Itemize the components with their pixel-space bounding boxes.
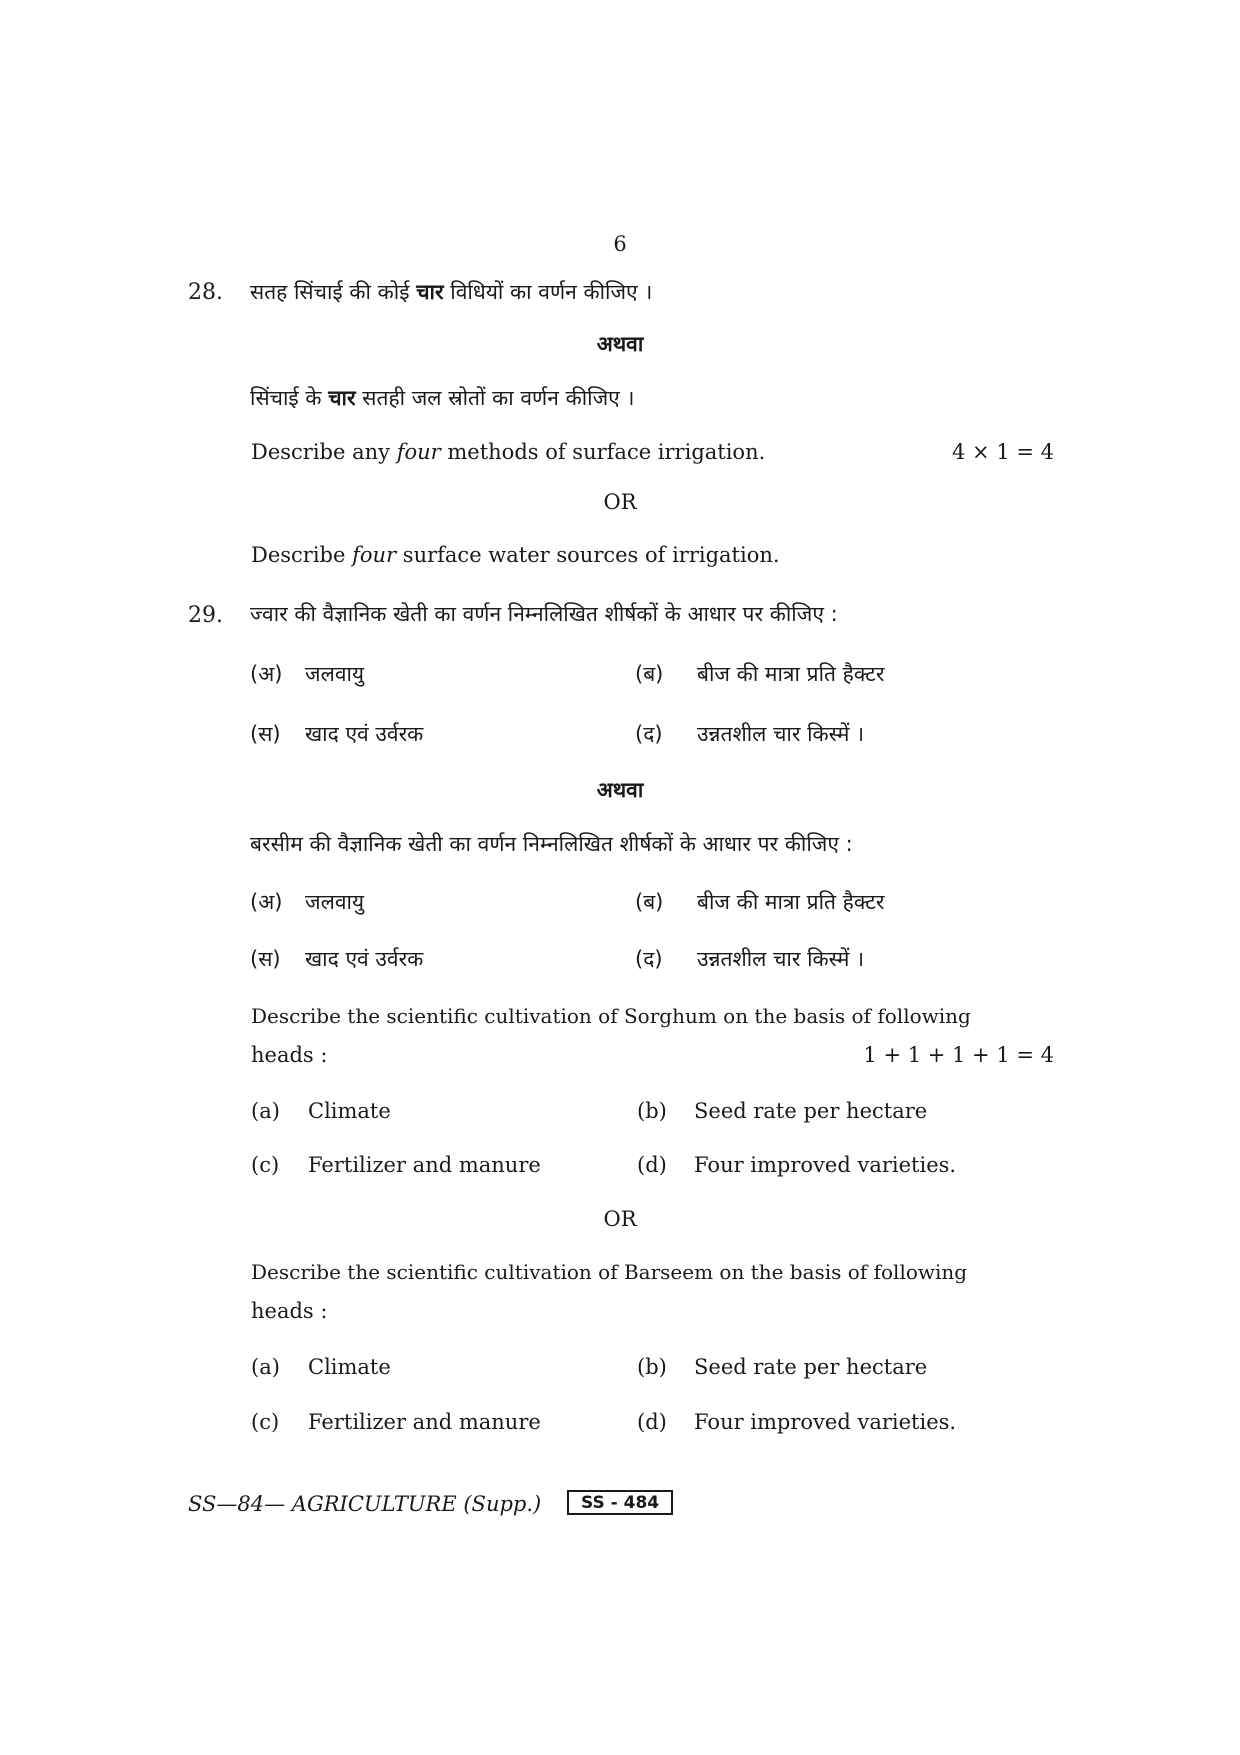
q29-english-alt-item-b-label: (b) (637, 1355, 667, 1379)
q28-english-alt-post: surface water sources of irrigation. (402, 543, 780, 567)
q29-english-line1: Describe the scientific cultivation of Sorghum on the basis of following (251, 1004, 971, 1028)
q29-english-item-b-text: Seed rate per hectare (694, 1099, 928, 1123)
q29-english-alt-item-a-text: Climate (308, 1355, 391, 1379)
q29-english-alt-item-c-label: (c) (251, 1410, 280, 1434)
q29-hindi-alt-item-d-text: उन्नतशील चार किस्में । (697, 947, 865, 971)
q28-hindi-alt-pre: सिंचाई के (250, 386, 322, 410)
q29-english-alt-line1: Describe the scientific cultivation of Barseem on the basis of following (251, 1260, 968, 1284)
q29-hindi-item-c-text: खाद एवं उर्वरक (305, 722, 424, 746)
q29-english-alt-item-d-text: Four improved varieties. (694, 1410, 957, 1434)
q28-or: OR (603, 490, 637, 514)
q29-hindi-alt-item-b-text: बीज की मात्रा प्रति हैक्टर (697, 890, 885, 914)
q28-hindi-alt-bold: चार (328, 386, 356, 410)
q29-english-alt-item-c-text: Fertilizer and manure (308, 1410, 541, 1434)
question-28-hindi (250, 278, 652, 306)
q29-hindi-item-a-text: जलवायु (305, 662, 365, 686)
q28-hindi-pre: सतह सिंचाई की कोई (250, 280, 410, 304)
q29-english-item-c-text: Fertilizer and manure (308, 1153, 541, 1177)
q29-or: OR (603, 1207, 637, 1231)
q29-english-alt-item-d-label: (d) (637, 1410, 667, 1434)
q29-hindi-item-d-text: उन्नतशील चार किस्में । (697, 722, 865, 746)
q29-athva: अथवा (596, 778, 644, 802)
question-29-hindi-alt: बरसीम की वैज्ञानिक खेती का वर्णन निम्नलिखित शीर्षकों के आधार पर कीजिए : (250, 832, 853, 856)
q28-marks: 4 × 1 = 4 (952, 440, 1054, 464)
q29-hindi-item-c-label: (स) (250, 722, 281, 746)
q28-english-italic: four (396, 440, 441, 464)
q28-hindi-bold: चार (416, 280, 444, 304)
q29-hindi-item-b-label: (ब) (635, 662, 664, 686)
q29-english-item-a-label: (a) (251, 1099, 280, 1123)
q28-english-pre: Describe any (251, 440, 391, 464)
question-28-number: 28. (188, 280, 223, 305)
q29-english-item-a-text: Climate (308, 1099, 391, 1123)
q29-hindi-alt-item-c-text: खाद एवं उर्वरक (305, 947, 424, 971)
q29-hindi-alt-item-a-label: (अ) (250, 890, 283, 914)
footer-paper-code: SS - 484 (567, 1490, 673, 1515)
q29-english-alt-line2: heads : (251, 1299, 328, 1323)
q28-english-alt-italic: four (352, 543, 397, 567)
q29-english-item-d-text: Four improved varieties. (694, 1153, 957, 1177)
q29-english-item-b-label: (b) (637, 1099, 667, 1123)
q29-english-line2: heads : (251, 1043, 328, 1067)
q28-athva: अथवा (596, 332, 644, 356)
q29-hindi-alt-item-b-label: (ब) (635, 890, 664, 914)
q29-english-alt-item-a-label: (a) (251, 1355, 280, 1379)
footer-subject: SS—84— AGRICULTURE (Supp.) (188, 1492, 542, 1516)
q29-hindi-item-d-label: (द) (635, 722, 663, 746)
q29-english-item-d-label: (d) (637, 1153, 667, 1177)
q29-hindi-alt-item-a-text: जलवायु (305, 890, 365, 914)
q29-english-item-c-label: (c) (251, 1153, 280, 1177)
question-28-english-alt (251, 543, 780, 567)
question-29-hindi: ज्वार की वैज्ञानिक खेती का वर्णन निम्नलिखित शीर्षकों के आधार पर कीजिए : (250, 602, 838, 626)
q29-hindi-alt-item-d-label: (द) (635, 947, 663, 971)
q29-hindi-alt-item-c-label: (स) (250, 947, 281, 971)
question-28-english (251, 440, 765, 464)
question-29-number: 29. (188, 603, 223, 628)
page-number: 6 (613, 232, 627, 256)
question-28-hindi-alt (250, 384, 634, 412)
q28-hindi-post: विधियों का वर्णन कीजिए । (450, 280, 653, 304)
q28-english-post: methods of surface irrigation. (447, 440, 766, 464)
q29-hindi-item-b-text: बीज की मात्रा प्रति हैक्टर (697, 662, 885, 686)
q28-english-alt-pre: Describe (251, 543, 346, 567)
q29-hindi-item-a-label: (अ) (250, 662, 283, 686)
q29-marks: 1 + 1 + 1 + 1 = 4 (863, 1043, 1054, 1067)
q28-hindi-alt-post: सतही जल स्रोतों का वर्णन कीजिए । (362, 386, 635, 410)
q29-english-alt-item-b-text: Seed rate per hectare (694, 1355, 928, 1379)
